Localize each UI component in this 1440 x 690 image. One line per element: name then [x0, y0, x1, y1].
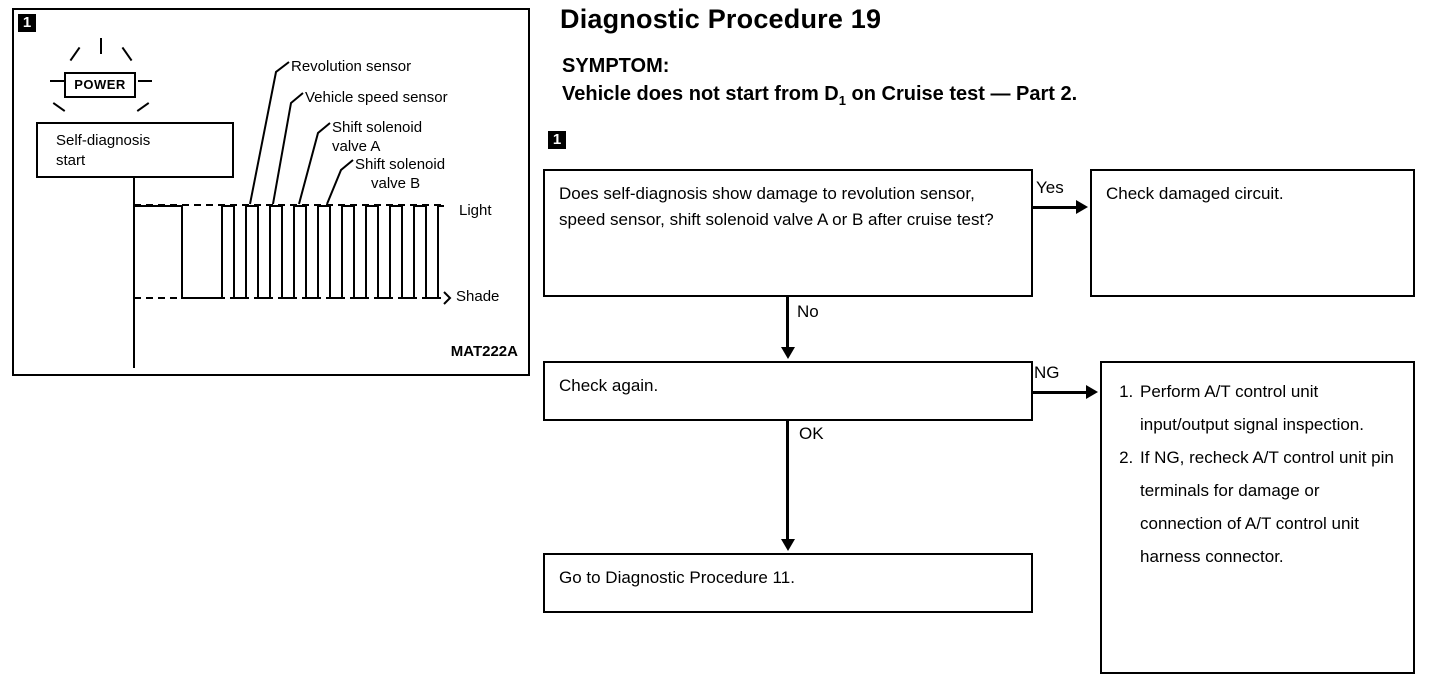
connector-ng-arrow: [1086, 385, 1098, 399]
self-diagnosis-line2: start: [56, 152, 86, 169]
light-level-label: Light: [459, 202, 492, 219]
edge-label-no: No: [797, 302, 819, 321]
edge-label-ng: NG: [1034, 363, 1060, 382]
question-box: Does self-diagnosis show damage to revolution sensor, speed sensor, shift solenoid valve A or B after cruise test?: [543, 169, 1033, 297]
ng-action-item: 2. If NG, recheck A/T control unit pin terminals for damage or connection of A/T control unit harness connector.: [1138, 441, 1403, 573]
symptom-text: [562, 83, 1077, 108]
check-again-box: Check again.: [543, 361, 1033, 421]
callout-shift-solenoid-valve-b-line1: Shift solenoid: [355, 156, 446, 173]
connector-no-line: [786, 297, 789, 349]
callout-vehicle-speed-sensor: Vehicle speed sensor: [305, 89, 448, 106]
illustration-step-badge: 1: [18, 14, 36, 32]
symptom-text-part2: on Cruise test — Part 2.: [845, 83, 1078, 105]
illustration-panel: [12, 8, 530, 376]
connector-ok-arrow: [781, 539, 795, 551]
check-damaged-circuit-box: Check damaged circuit.: [1090, 169, 1415, 297]
connector-no-arrow: [781, 347, 795, 359]
callout-shift-solenoid-valve-a-line2: valve A: [332, 138, 381, 155]
page-title: Diagnostic Procedure 19: [560, 4, 882, 34]
edge-label-ok: OK: [799, 424, 824, 443]
ng-action-box: [1100, 361, 1415, 674]
edge-label-yes: Yes: [1036, 178, 1064, 197]
symptom-text-part1: Vehicle does not start from D: [562, 83, 839, 105]
callout-shift-solenoid-valve-a-line1: Shift solenoid: [332, 119, 423, 136]
power-lamp-box: POWER: [64, 72, 136, 98]
waveform-graphic: [14, 10, 528, 374]
ng-action-item: 1. Perform A/T control unit input/output signal inspection.: [1138, 375, 1403, 441]
symptom-text-sub: 1: [838, 93, 846, 108]
go-to-procedure-box: Go to Diagnostic Procedure 11.: [543, 553, 1033, 613]
figure-code: MAT222A: [450, 343, 518, 360]
shade-level-label: Shade: [456, 288, 500, 305]
connector-yes-arrow: [1076, 200, 1088, 214]
connector-ng-line: [1033, 391, 1088, 394]
symptom-label: SYMPTOM:: [562, 55, 670, 77]
connector-yes-line: [1033, 206, 1078, 209]
connector-ok-line: [786, 421, 789, 541]
callout-shift-solenoid-valve-b-line2: valve B: [371, 175, 421, 192]
flow-step-badge: 1: [548, 131, 566, 149]
callout-revolution-sensor: Revolution sensor: [291, 58, 412, 75]
self-diagnosis-line1: Self-diagnosis: [56, 132, 151, 149]
